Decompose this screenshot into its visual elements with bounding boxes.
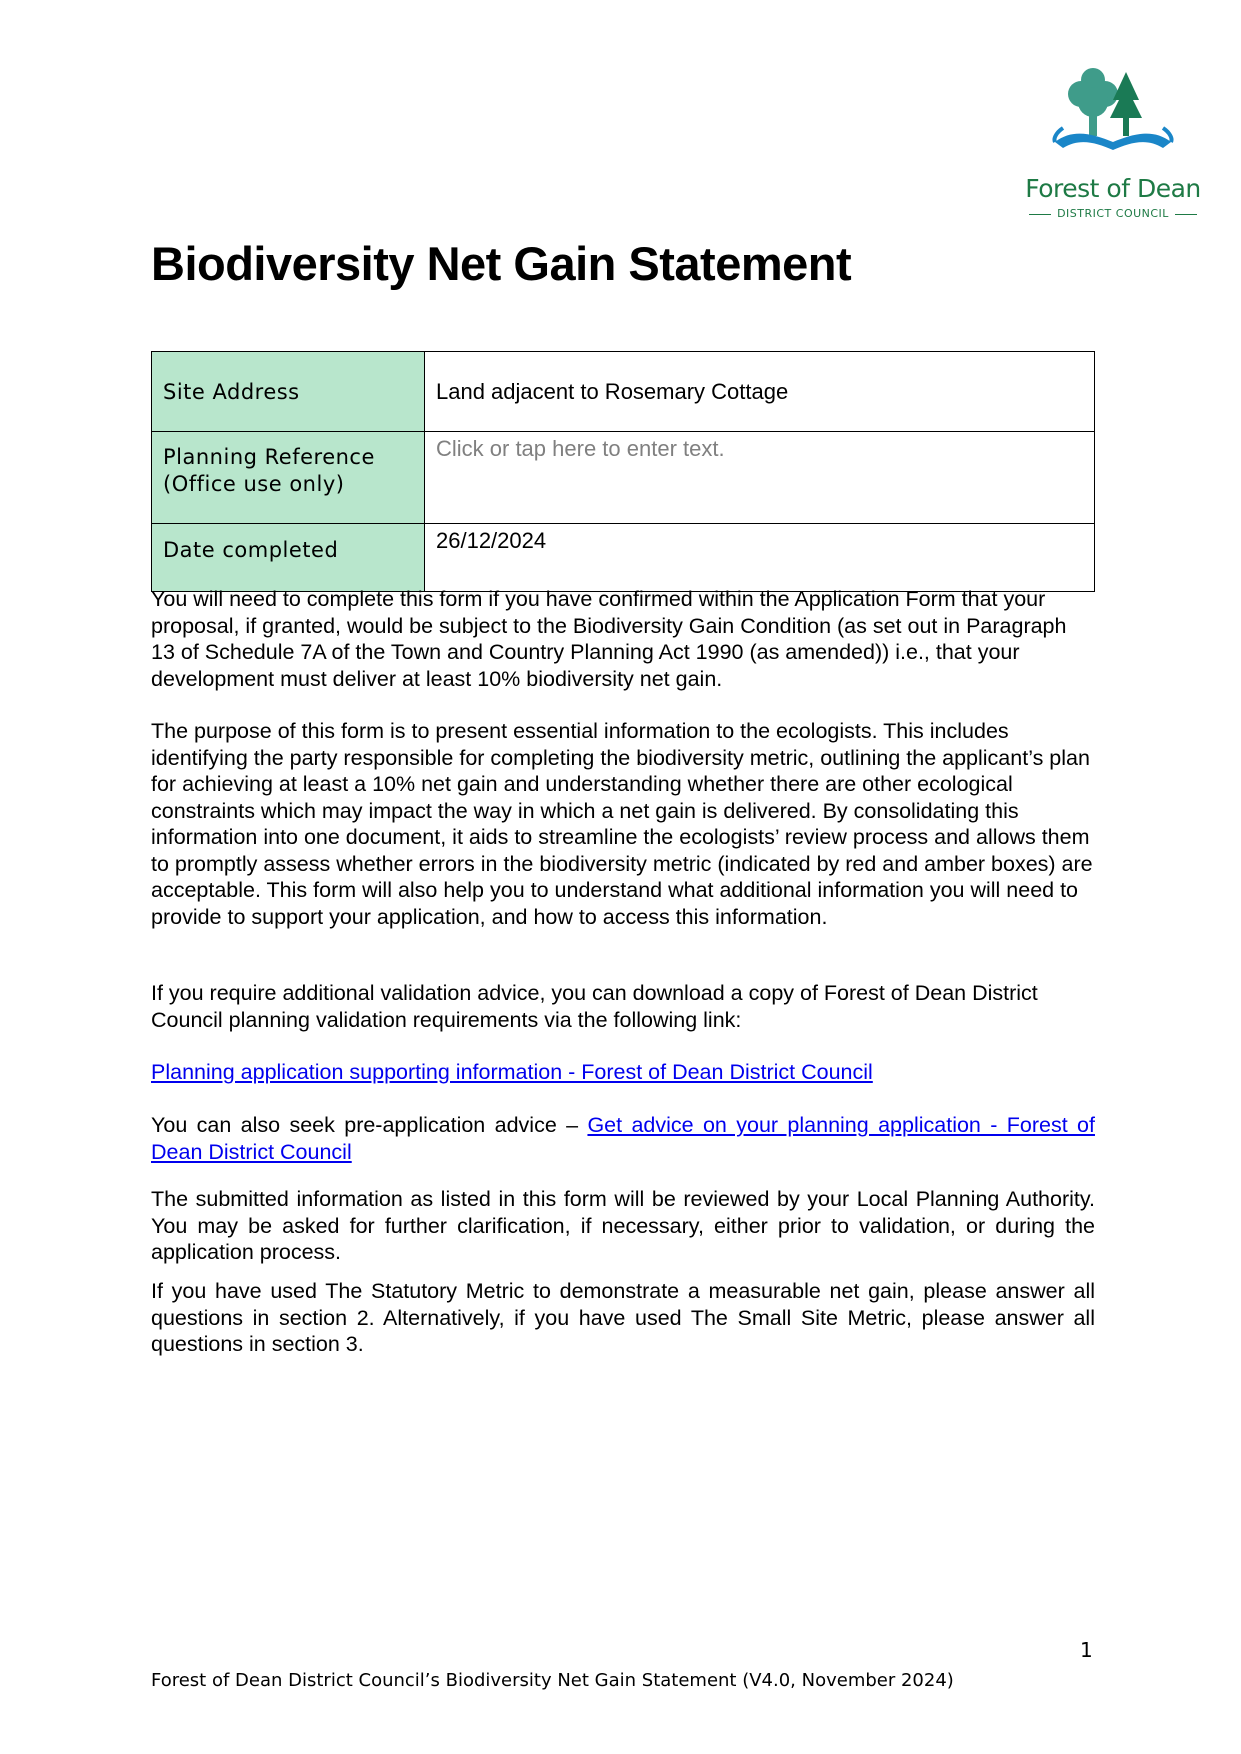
supporting-info-link-line: [151, 1059, 1095, 1086]
table-row: [152, 524, 1095, 592]
logo-org-subtitle: DISTRICT COUNCIL: [1013, 207, 1213, 220]
logo-org-name: Forest of Dean: [1025, 174, 1201, 203]
metric-sections-paragraph: If you have used The Statutory Metric to demonstrate a measurable net gain, please answer all questions in section 2. Alternatively, if you have used The Small Site Metric, please answer all questions in section 3.: [151, 1279, 1095, 1356]
page-footer: Forest of Dean District Council’s Biodiversity Net Gain Statement (V4.0, November 2024): [151, 1670, 954, 1691]
forest-tree-icon: [1043, 68, 1183, 168]
date-completed-label: Date completed: [152, 524, 425, 592]
pre-application-advice-link[interactable]: Get advice on your planning application - Forest of Dean District Council: [151, 1113, 1095, 1164]
intro-paragraph: You will need to complete this form if you have confirmed within the Application Form that your proposal, if granted, would be subject to the Biodiversity Gain Condition (as set out in Paragraph 13 of Schedule 7A of the Town and Country Planning Act 1990 (as amended)) i.e., that your development must deliver at least 10% biodiversity net gain.: [151, 587, 1067, 691]
site-info-table: [151, 351, 1095, 592]
purpose-paragraph: The purpose of this form is to present essential information to the ecologists. This includes identifying the party responsible for completing the biodiversity metric, outlining the applicant’s plan for achieving at least a 10% net gain and understanding whether there are other ecological constraints which may impact the way in which a net gain is delivered. By consolidating this information into one document, it aids to streamline the ecologists’ review process and allows them to promptly assess whether errors in the biodiversity metric (indicated by red and amber boxes) are acceptable. This form will also help you to understand what additional information you will need to provide to support your application, and how to access this information.: [151, 719, 1093, 929]
planning-reference-label: Planning Reference (Office use only): [152, 432, 425, 524]
site-address-label: Site Address: [152, 352, 425, 432]
table-row: [152, 432, 1095, 524]
page-number: 1: [1080, 1638, 1093, 1662]
page-title: Biodiversity Net Gain Statement: [151, 237, 852, 290]
review-paragraph: The submitted information as listed in this form will be reviewed by your Local Planning Authority. You may be asked for further clarification, if necessary, either prior to validation, or during the application process.: [151, 1187, 1095, 1264]
supporting-info-link[interactable]: Planning application supporting information - Forest of Dean District Council: [151, 1060, 873, 1084]
pre-application-paragraph: You can also seek pre-application advice – Get advice on your planning application - Forest of Dean District Council: [151, 1113, 1095, 1164]
planning-reference-field[interactable]: Click or tap here to enter text.: [425, 432, 1095, 524]
council-logo: [1013, 68, 1213, 228]
site-address-field[interactable]: Land adjacent to Rosemary Cottage: [425, 352, 1095, 432]
date-completed-field[interactable]: 26/12/2024: [425, 524, 1095, 592]
validation-advice-paragraph: If you require additional validation advice, you can download a copy of Forest of Dean District Council planning validation requirements via the following link:: [151, 981, 1038, 1032]
table-row: [152, 352, 1095, 432]
